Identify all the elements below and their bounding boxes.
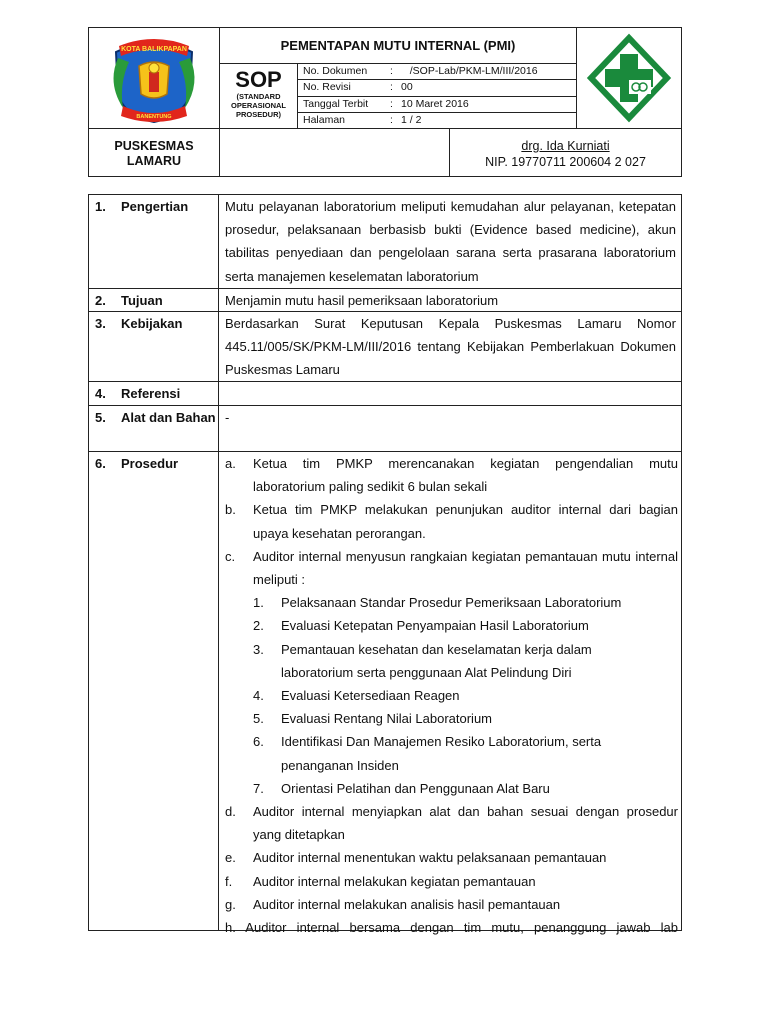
puskesmas-name-cell	[89, 129, 220, 176]
section-kebijakan	[89, 312, 681, 382]
list-item	[223, 893, 678, 916]
meta-value: 00	[401, 81, 413, 94]
meta-value: /SOP-Lab/PKM-LM/III/2016	[401, 65, 538, 77]
sop-sub-label-1: (STANDARD	[236, 92, 281, 101]
section-number: 5.	[95, 410, 106, 425]
list-text: Auditor internal melakukan analisis hasil pemantauan	[253, 896, 561, 912]
document-title: PEMENTAPAN MUTU INTERNAL (PMI)	[220, 28, 577, 64]
list-marker: a.	[225, 456, 236, 471]
meta-row-halaman	[298, 113, 577, 129]
right-logo-cell	[577, 28, 681, 129]
sop-sub-label-2: OPERASIONAL	[230, 101, 286, 110]
section-label	[89, 195, 219, 288]
section-label	[89, 312, 219, 381]
empty-middle-cell	[220, 129, 450, 176]
section-label	[89, 406, 219, 451]
section-number: 1.	[95, 199, 106, 214]
section-prosedur	[89, 452, 681, 936]
list-item	[223, 498, 678, 544]
meta-label: Tanggal Terbit	[303, 97, 369, 110]
sub-list-item	[223, 707, 678, 730]
puskesmas-line-1: PUSKESMAS	[114, 139, 194, 153]
meta-value: 10 Maret 2016	[401, 97, 469, 110]
list-marker: g.	[225, 896, 236, 912]
list-item	[223, 452, 678, 498]
list-marker: 2.	[253, 618, 264, 634]
list-marker: d.	[225, 804, 236, 820]
crest-bottom-text: BANENTUNG	[136, 114, 172, 120]
section-number: 3.	[95, 316, 106, 331]
meta-label: No. Revisi	[303, 81, 351, 94]
section-number: 2.	[95, 293, 106, 308]
list-text: Pelaksanaan Standar Prosedur Pemeriksaan Laboratorium	[281, 595, 622, 611]
section-content: Menjamin mutu hasil pemeriksaan laboratorium	[225, 293, 499, 308]
list-text: Auditor internal melakukan kegiatan pemantauan	[253, 873, 536, 889]
list-item	[223, 545, 678, 591]
section-number: 6.	[95, 456, 106, 471]
meta-colon: :	[390, 81, 393, 94]
meta-value: 1 / 2	[401, 113, 422, 126]
sub-list-item	[223, 638, 678, 684]
sub-list-item	[223, 614, 678, 637]
list-marker: 3.	[253, 641, 264, 657]
list-marker: 1.	[253, 595, 264, 611]
list-text: Evaluasi Ketersediaan Reagen	[281, 688, 460, 704]
section-label	[89, 452, 219, 930]
prosedur-list	[223, 452, 678, 939]
section-content: Mutu pelayanan laboratorium meliputi kemudahan alur pelayanan, ketepatan prosedur, pelaksanaan berbasisb bukti (Evidence based medicine), akun tabilitas penyediaan dan pengelolaan sarana serta prasarana laboratorium serta manajemen keselematan laboratorium	[225, 199, 676, 284]
list-text: Pemantauan kesehatan dan keselamatan kerja dalam laboratorium serta penggunaan Alat Pelindung Diri	[281, 641, 592, 680]
sop-header-table	[88, 27, 682, 177]
meta-label: No. Dokumen	[303, 65, 368, 77]
document-meta-cell	[298, 64, 577, 129]
section-title: Alat dan Bahan	[121, 410, 216, 425]
section-title: Referensi	[121, 386, 181, 401]
sub-list-item	[223, 591, 678, 614]
section-label	[89, 382, 219, 405]
list-marker: f.	[225, 873, 233, 889]
section-tujuan	[89, 289, 681, 312]
list-text: Ketua tim PMKP melakukan penunjukan auditor internal dari bagian upaya kesehatan perorangan.	[253, 502, 678, 541]
meta-colon: :	[390, 65, 393, 77]
section-title: Kebijakan	[121, 316, 183, 331]
meta-row-tanggal	[298, 97, 577, 113]
meta-row-revisi	[298, 80, 577, 96]
section-title: Tujuan	[121, 293, 163, 308]
signer-nip: NIP. 19770711 200604 2 027	[485, 155, 646, 169]
list-item-cut: h. Auditor internal bersama dengan tim mutu, penanggung jawab lab	[225, 920, 678, 936]
section-content: Berdasarkan Surat Keputusan Kepala Puskesmas Lamaru Nomor 445.11/005/SK/PKM-LM/III/2016 tentang Kebijakan Pemberlakuan Dokumen Puskesmas Lamaru	[225, 316, 676, 378]
section-label	[89, 289, 219, 311]
list-text: Ketua tim PMKP merencanakan kegiatan pengendalian mutu laboratorium paling sedikit 6 bulan sekali	[253, 456, 678, 495]
list-text: Evaluasi Ketepatan Penyampaian Hasil Laboratorium	[281, 618, 589, 634]
section-pengertian	[89, 195, 681, 289]
list-text: Evaluasi Rentang Nilai Laboratorium	[281, 711, 493, 727]
meta-colon: :	[390, 97, 393, 110]
list-item	[223, 800, 678, 846]
list-text: Orientasi Pelatihan dan Penggunaan Alat Baru	[281, 780, 550, 796]
list-item	[223, 870, 678, 893]
sop-body-table	[88, 194, 682, 936]
list-text: Identifikasi Dan Manajemen Resiko Laboratorium, serta penanganan Insiden	[281, 734, 602, 773]
section-content: -	[225, 410, 230, 425]
list-text: Auditor internal menentukan waktu pelaksanaan pemantauan	[253, 850, 607, 866]
puskesmas-cross-icon	[577, 28, 681, 129]
signer-name: drg. Ida Kurniati	[521, 139, 610, 153]
list-marker: e.	[225, 850, 236, 866]
list-marker: c.	[225, 548, 236, 564]
section-title: Prosedur	[121, 456, 179, 471]
list-marker: 6.	[253, 734, 264, 750]
sop-label-cell	[220, 64, 298, 129]
crest-top-text: KOTA BALIKPAPAN	[121, 46, 187, 53]
meta-colon: :	[390, 113, 393, 126]
meta-row-dokumen	[298, 64, 577, 80]
balikpapan-crest-icon	[89, 28, 220, 129]
section-title: Pengertian	[121, 199, 189, 214]
left-logo-cell	[89, 28, 220, 129]
list-text: Auditor internal menyiapkan alat dan bahan sesuai dengan prosedur yang ditetapkan	[253, 804, 678, 843]
sop-big-label: SOP	[235, 67, 282, 92]
list-text: Auditor internal menyusun rangkaian kegiatan pemantauan mutu internal meliputi :	[253, 548, 678, 588]
list-marker: 4.	[253, 688, 264, 704]
signer-cell	[450, 129, 681, 176]
sub-list-item	[223, 730, 678, 776]
list-marker: 5.	[253, 711, 264, 727]
section-referensi	[89, 382, 681, 406]
list-marker: 7.	[253, 780, 264, 796]
sub-list-item	[223, 777, 678, 800]
meta-label: Halaman	[303, 113, 346, 126]
list-item	[223, 846, 678, 869]
sop-sub-label-3: PROSEDUR)	[235, 110, 281, 119]
section-alat-bahan	[89, 406, 681, 452]
list-marker: b.	[225, 502, 236, 518]
sub-list-item	[223, 684, 678, 707]
puskesmas-line-2: LAMARU	[126, 154, 182, 168]
section-number: 4.	[95, 386, 106, 401]
